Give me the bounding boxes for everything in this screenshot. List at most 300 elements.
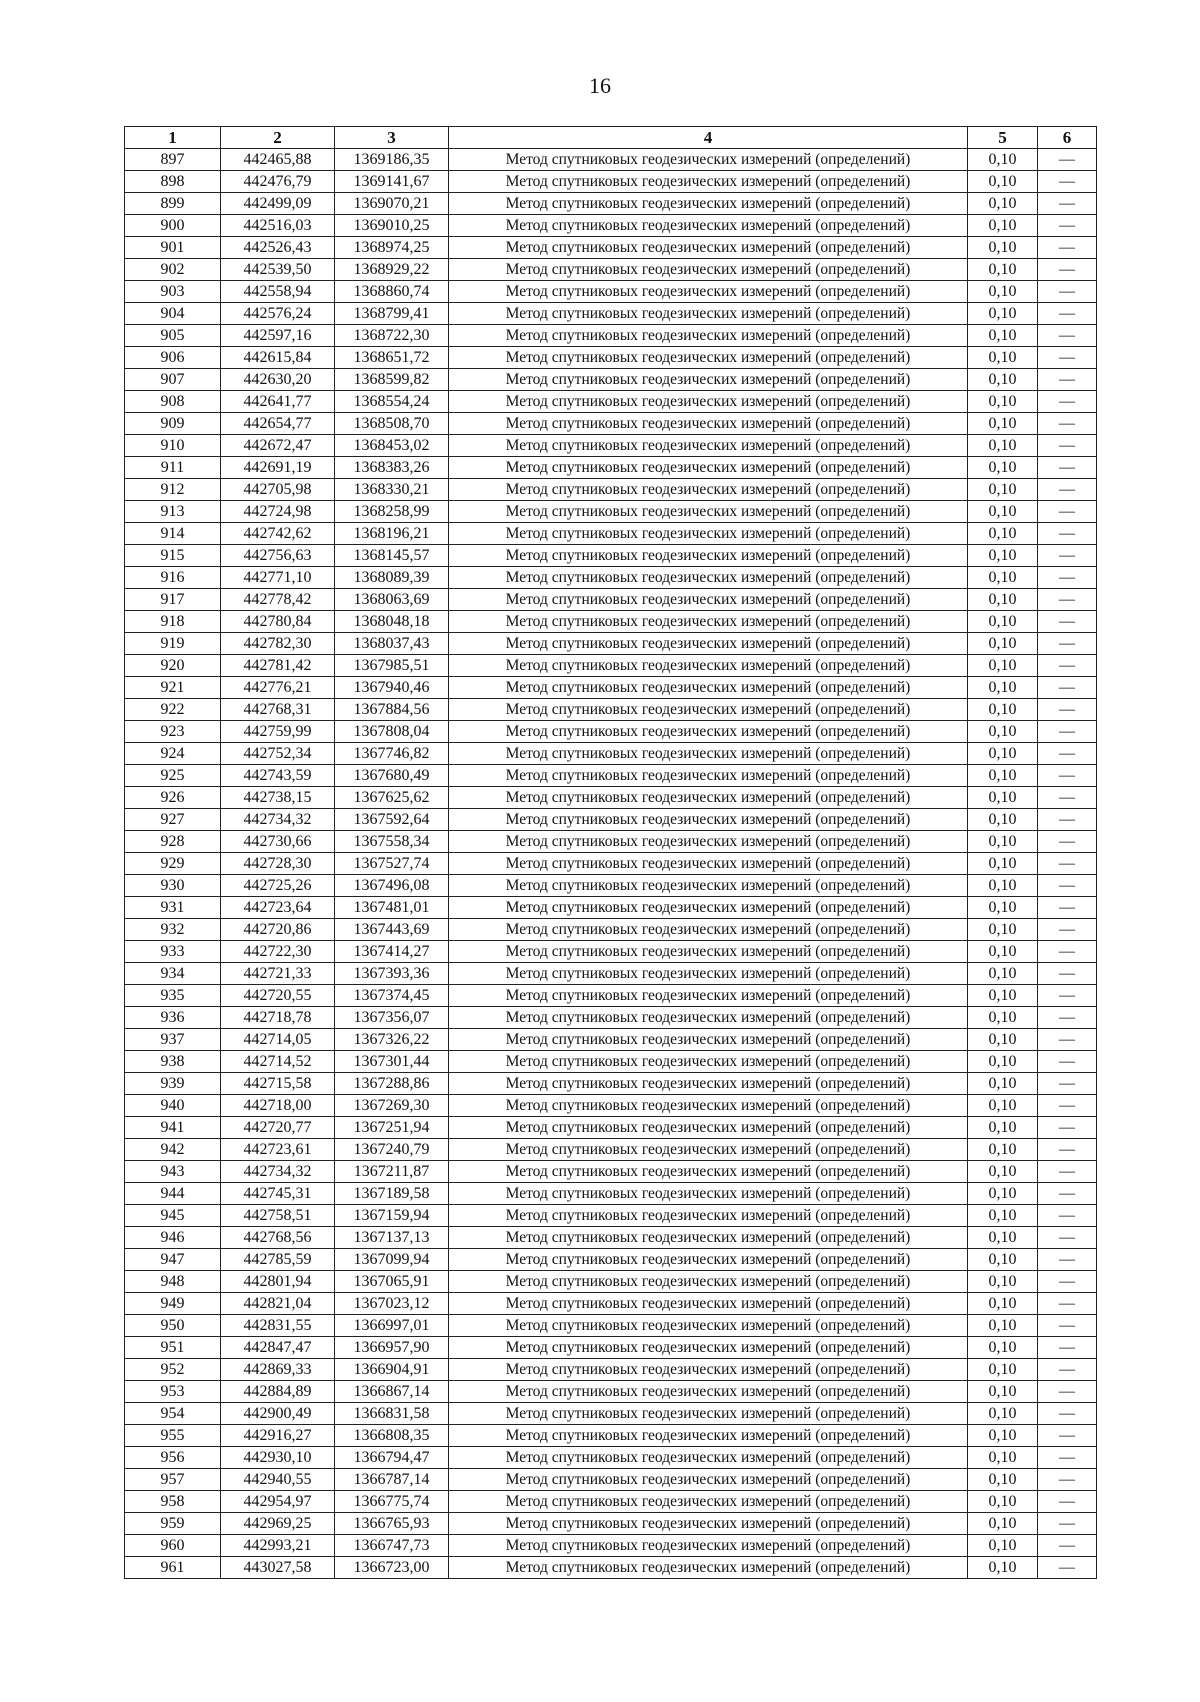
notes-cell: — xyxy=(1038,875,1097,897)
method-cell: Метод спутниковых геодезических измерений (определений) xyxy=(449,1271,968,1293)
method-cell: Метод спутниковых геодезических измерений (определений) xyxy=(449,281,968,303)
x-coordinate-cell: 442539,50 xyxy=(221,259,335,281)
table-row xyxy=(125,611,1097,633)
precision-cell: 0,10 xyxy=(968,1095,1038,1117)
y-coordinate-cell: 1369010,25 xyxy=(335,215,449,237)
precision-cell: 0,10 xyxy=(968,1447,1038,1469)
table-row xyxy=(125,765,1097,787)
method-cell: Метод спутниковых геодезических измерений (определений) xyxy=(449,853,968,875)
point-number-cell: 948 xyxy=(125,1271,221,1293)
y-coordinate-cell: 1367746,82 xyxy=(335,743,449,765)
y-coordinate-cell: 1367374,45 xyxy=(335,985,449,1007)
point-number-cell: 919 xyxy=(125,633,221,655)
table-row xyxy=(125,1337,1097,1359)
x-coordinate-cell: 442558,94 xyxy=(221,281,335,303)
y-coordinate-cell: 1367240,79 xyxy=(335,1139,449,1161)
y-coordinate-cell: 1367159,94 xyxy=(335,1205,449,1227)
x-coordinate-cell: 442752,34 xyxy=(221,743,335,765)
precision-cell: 0,10 xyxy=(968,1161,1038,1183)
y-coordinate-cell: 1368145,57 xyxy=(335,545,449,567)
notes-cell: — xyxy=(1038,1535,1097,1557)
y-coordinate-cell: 1366765,93 xyxy=(335,1513,449,1535)
y-coordinate-cell: 1369186,35 xyxy=(335,149,449,171)
precision-cell: 0,10 xyxy=(968,1293,1038,1315)
x-coordinate-cell: 442900,49 xyxy=(221,1403,335,1425)
table-row xyxy=(125,941,1097,963)
notes-cell: — xyxy=(1038,435,1097,457)
notes-cell: — xyxy=(1038,149,1097,171)
notes-cell: — xyxy=(1038,765,1097,787)
table-row xyxy=(125,1271,1097,1293)
y-coordinate-cell: 1368974,25 xyxy=(335,237,449,259)
method-cell: Метод спутниковых геодезических измерений (определений) xyxy=(449,347,968,369)
method-cell: Метод спутниковых геодезических измерений (определений) xyxy=(449,699,968,721)
y-coordinate-cell: 1367985,51 xyxy=(335,655,449,677)
method-cell: Метод спутниковых геодезических измерений (определений) xyxy=(449,391,968,413)
table-row xyxy=(125,347,1097,369)
table-row xyxy=(125,1381,1097,1403)
precision-cell: 0,10 xyxy=(968,545,1038,567)
x-coordinate-cell: 442916,27 xyxy=(221,1425,335,1447)
y-coordinate-cell: 1367443,69 xyxy=(335,919,449,941)
method-cell: Метод спутниковых геодезических измерений (определений) xyxy=(449,963,968,985)
method-cell: Метод спутниковых геодезических измерений (определений) xyxy=(449,1447,968,1469)
x-coordinate-cell: 442721,33 xyxy=(221,963,335,985)
table-row xyxy=(125,1447,1097,1469)
precision-cell: 0,10 xyxy=(968,1315,1038,1337)
method-cell: Метод спутниковых геодезических измерений (определений) xyxy=(449,1337,968,1359)
y-coordinate-cell: 1366867,14 xyxy=(335,1381,449,1403)
method-cell: Метод спутниковых геодезических измерений (определений) xyxy=(449,193,968,215)
point-number-cell: 898 xyxy=(125,171,221,193)
method-cell: Метод спутниковых геодезических измерений (определений) xyxy=(449,523,968,545)
point-number-cell: 913 xyxy=(125,501,221,523)
point-number-cell: 960 xyxy=(125,1535,221,1557)
precision-cell: 0,10 xyxy=(968,1227,1038,1249)
table-row xyxy=(125,743,1097,765)
notes-cell: — xyxy=(1038,655,1097,677)
precision-cell: 0,10 xyxy=(968,1249,1038,1271)
point-number-cell: 904 xyxy=(125,303,221,325)
precision-cell: 0,10 xyxy=(968,347,1038,369)
point-number-cell: 954 xyxy=(125,1403,221,1425)
table-row xyxy=(125,1227,1097,1249)
y-coordinate-cell: 1368063,69 xyxy=(335,589,449,611)
table-row xyxy=(125,1205,1097,1227)
notes-cell: — xyxy=(1038,171,1097,193)
precision-cell: 0,10 xyxy=(968,1513,1038,1535)
precision-cell: 0,10 xyxy=(968,281,1038,303)
point-number-cell: 933 xyxy=(125,941,221,963)
y-coordinate-cell: 1368258,99 xyxy=(335,501,449,523)
precision-cell: 0,10 xyxy=(968,501,1038,523)
point-number-cell: 952 xyxy=(125,1359,221,1381)
table-row xyxy=(125,1073,1097,1095)
header-col-5: 5 xyxy=(968,127,1038,149)
table-row xyxy=(125,831,1097,853)
point-number-cell: 906 xyxy=(125,347,221,369)
precision-cell: 0,10 xyxy=(968,215,1038,237)
notes-cell: — xyxy=(1038,897,1097,919)
notes-cell: — xyxy=(1038,1337,1097,1359)
x-coordinate-cell: 442720,77 xyxy=(221,1117,335,1139)
table-body xyxy=(125,149,1097,1579)
table-row xyxy=(125,1513,1097,1535)
x-coordinate-cell: 442723,64 xyxy=(221,897,335,919)
y-coordinate-cell: 1369141,67 xyxy=(335,171,449,193)
precision-cell: 0,10 xyxy=(968,1491,1038,1513)
notes-cell: — xyxy=(1038,1161,1097,1183)
table-row xyxy=(125,1359,1097,1381)
y-coordinate-cell: 1367592,64 xyxy=(335,809,449,831)
method-cell: Метод спутниковых геодезических измерений (определений) xyxy=(449,435,968,457)
x-coordinate-cell: 442705,98 xyxy=(221,479,335,501)
table-row xyxy=(125,567,1097,589)
point-number-cell: 959 xyxy=(125,1513,221,1535)
x-coordinate-cell: 442969,25 xyxy=(221,1513,335,1535)
method-cell: Метод спутниковых геодезических измерений (определений) xyxy=(449,1403,968,1425)
x-coordinate-cell: 442730,66 xyxy=(221,831,335,853)
notes-cell: — xyxy=(1038,1051,1097,1073)
y-coordinate-cell: 1368599,82 xyxy=(335,369,449,391)
notes-cell: — xyxy=(1038,1293,1097,1315)
table-row xyxy=(125,1161,1097,1183)
method-cell: Метод спутниковых геодезических измерений (определений) xyxy=(449,611,968,633)
y-coordinate-cell: 1368037,43 xyxy=(335,633,449,655)
table-row xyxy=(125,1051,1097,1073)
y-coordinate-cell: 1366997,01 xyxy=(335,1315,449,1337)
point-number-cell: 934 xyxy=(125,963,221,985)
point-number-cell: 947 xyxy=(125,1249,221,1271)
point-number-cell: 939 xyxy=(125,1073,221,1095)
table-row xyxy=(125,457,1097,479)
y-coordinate-cell: 1366723,00 xyxy=(335,1557,449,1579)
table-row xyxy=(125,501,1097,523)
y-coordinate-cell: 1369070,21 xyxy=(335,193,449,215)
notes-cell: — xyxy=(1038,941,1097,963)
table-row xyxy=(125,1117,1097,1139)
precision-cell: 0,10 xyxy=(968,1425,1038,1447)
table-row xyxy=(125,897,1097,919)
point-number-cell: 920 xyxy=(125,655,221,677)
y-coordinate-cell: 1367808,04 xyxy=(335,721,449,743)
notes-cell: — xyxy=(1038,567,1097,589)
method-cell: Метод спутниковых геодезических измерений (определений) xyxy=(449,1095,968,1117)
header-col-6: 6 xyxy=(1038,127,1097,149)
y-coordinate-cell: 1366808,35 xyxy=(335,1425,449,1447)
x-coordinate-cell: 442768,56 xyxy=(221,1227,335,1249)
coordinates-table xyxy=(124,126,1097,1579)
x-coordinate-cell: 442781,42 xyxy=(221,655,335,677)
point-number-cell: 924 xyxy=(125,743,221,765)
table-row xyxy=(125,853,1097,875)
notes-cell: — xyxy=(1038,1381,1097,1403)
point-number-cell: 923 xyxy=(125,721,221,743)
precision-cell: 0,10 xyxy=(968,589,1038,611)
precision-cell: 0,10 xyxy=(968,1359,1038,1381)
notes-cell: — xyxy=(1038,1359,1097,1381)
table-row xyxy=(125,281,1097,303)
y-coordinate-cell: 1367023,12 xyxy=(335,1293,449,1315)
y-coordinate-cell: 1368383,26 xyxy=(335,457,449,479)
header-col-3: 3 xyxy=(335,127,449,149)
y-coordinate-cell: 1366904,91 xyxy=(335,1359,449,1381)
x-coordinate-cell: 442715,58 xyxy=(221,1073,335,1095)
notes-cell: — xyxy=(1038,721,1097,743)
x-coordinate-cell: 442720,55 xyxy=(221,985,335,1007)
x-coordinate-cell: 442714,05 xyxy=(221,1029,335,1051)
precision-cell: 0,10 xyxy=(968,699,1038,721)
table-row xyxy=(125,633,1097,655)
y-coordinate-cell: 1366957,90 xyxy=(335,1337,449,1359)
point-number-cell: 935 xyxy=(125,985,221,1007)
precision-cell: 0,10 xyxy=(968,171,1038,193)
y-coordinate-cell: 1368508,70 xyxy=(335,413,449,435)
y-coordinate-cell: 1368196,21 xyxy=(335,523,449,545)
precision-cell: 0,10 xyxy=(968,1029,1038,1051)
precision-cell: 0,10 xyxy=(968,1117,1038,1139)
y-coordinate-cell: 1366831,58 xyxy=(335,1403,449,1425)
table-row xyxy=(125,545,1097,567)
point-number-cell: 953 xyxy=(125,1381,221,1403)
y-coordinate-cell: 1368651,72 xyxy=(335,347,449,369)
notes-cell: — xyxy=(1038,325,1097,347)
precision-cell: 0,10 xyxy=(968,479,1038,501)
page-number: 16 xyxy=(589,73,611,98)
method-cell: Метод спутниковых геодезических измерений (определений) xyxy=(449,1183,968,1205)
method-cell: Метод спутниковых геодезических измерений (определений) xyxy=(449,1073,968,1095)
precision-cell: 0,10 xyxy=(968,259,1038,281)
method-cell: Метод спутниковых геодезических измерений (определений) xyxy=(449,655,968,677)
table-row xyxy=(125,1095,1097,1117)
table-row xyxy=(125,1249,1097,1271)
method-cell: Метод спутниковых геодезических измерений (определений) xyxy=(449,325,968,347)
point-number-cell: 936 xyxy=(125,1007,221,1029)
notes-cell: — xyxy=(1038,831,1097,853)
point-number-cell: 957 xyxy=(125,1469,221,1491)
precision-cell: 0,10 xyxy=(968,1051,1038,1073)
point-number-cell: 961 xyxy=(125,1557,221,1579)
method-cell: Метод спутниковых геодезических измерений (определений) xyxy=(449,1205,968,1227)
notes-cell: — xyxy=(1038,699,1097,721)
table-row xyxy=(125,369,1097,391)
method-cell: Метод спутниковых геодезических измерений (определений) xyxy=(449,1315,968,1337)
notes-cell: — xyxy=(1038,1425,1097,1447)
method-cell: Метод спутниковых геодезических измерений (определений) xyxy=(449,1469,968,1491)
notes-cell: — xyxy=(1038,1227,1097,1249)
point-number-cell: 916 xyxy=(125,567,221,589)
notes-cell: — xyxy=(1038,853,1097,875)
x-coordinate-cell: 442641,77 xyxy=(221,391,335,413)
precision-cell: 0,10 xyxy=(968,1139,1038,1161)
point-number-cell: 958 xyxy=(125,1491,221,1513)
table-row xyxy=(125,303,1097,325)
notes-cell: — xyxy=(1038,1183,1097,1205)
precision-cell: 0,10 xyxy=(968,457,1038,479)
x-coordinate-cell: 442954,97 xyxy=(221,1491,335,1513)
precision-cell: 0,10 xyxy=(968,1007,1038,1029)
method-cell: Метод спутниковых геодезических измерений (определений) xyxy=(449,567,968,589)
x-coordinate-cell: 442756,63 xyxy=(221,545,335,567)
table-row xyxy=(125,479,1097,501)
y-coordinate-cell: 1368929,22 xyxy=(335,259,449,281)
table-row xyxy=(125,1029,1097,1051)
x-coordinate-cell: 442869,33 xyxy=(221,1359,335,1381)
x-coordinate-cell: 442615,84 xyxy=(221,347,335,369)
method-cell: Метод спутниковых геодезических измерений (определений) xyxy=(449,743,968,765)
x-coordinate-cell: 442654,77 xyxy=(221,413,335,435)
point-number-cell: 950 xyxy=(125,1315,221,1337)
y-coordinate-cell: 1367527,74 xyxy=(335,853,449,875)
x-coordinate-cell: 442465,88 xyxy=(221,149,335,171)
point-number-cell: 932 xyxy=(125,919,221,941)
point-number-cell: 927 xyxy=(125,809,221,831)
point-number-cell: 921 xyxy=(125,677,221,699)
header-col-2: 2 xyxy=(221,127,335,149)
table-row xyxy=(125,963,1097,985)
precision-cell: 0,10 xyxy=(968,853,1038,875)
x-coordinate-cell: 442743,59 xyxy=(221,765,335,787)
table-row xyxy=(125,325,1097,347)
y-coordinate-cell: 1367884,56 xyxy=(335,699,449,721)
method-cell: Метод спутниковых геодезических измерений (определений) xyxy=(449,787,968,809)
notes-cell: — xyxy=(1038,589,1097,611)
notes-cell: — xyxy=(1038,1271,1097,1293)
table-row xyxy=(125,1403,1097,1425)
y-coordinate-cell: 1367211,87 xyxy=(335,1161,449,1183)
notes-cell: — xyxy=(1038,215,1097,237)
x-coordinate-cell: 442526,43 xyxy=(221,237,335,259)
point-number-cell: 930 xyxy=(125,875,221,897)
method-cell: Метод спутниковых геодезических измерений (определений) xyxy=(449,1535,968,1557)
precision-cell: 0,10 xyxy=(968,765,1038,787)
point-number-cell: 956 xyxy=(125,1447,221,1469)
precision-cell: 0,10 xyxy=(968,721,1038,743)
x-coordinate-cell: 442759,99 xyxy=(221,721,335,743)
x-coordinate-cell: 442738,15 xyxy=(221,787,335,809)
notes-cell: — xyxy=(1038,347,1097,369)
precision-cell: 0,10 xyxy=(968,325,1038,347)
x-coordinate-cell: 442576,24 xyxy=(221,303,335,325)
precision-cell: 0,10 xyxy=(968,677,1038,699)
x-coordinate-cell: 443027,58 xyxy=(221,1557,335,1579)
notes-cell: — xyxy=(1038,1557,1097,1579)
x-coordinate-cell: 442499,09 xyxy=(221,193,335,215)
notes-cell: — xyxy=(1038,1007,1097,1029)
precision-cell: 0,10 xyxy=(968,655,1038,677)
x-coordinate-cell: 442516,03 xyxy=(221,215,335,237)
point-number-cell: 925 xyxy=(125,765,221,787)
y-coordinate-cell: 1367137,13 xyxy=(335,1227,449,1249)
table-row xyxy=(125,1315,1097,1337)
table-row xyxy=(125,677,1097,699)
x-coordinate-cell: 442771,10 xyxy=(221,567,335,589)
table-row xyxy=(125,237,1097,259)
x-coordinate-cell: 442734,32 xyxy=(221,809,335,831)
x-coordinate-cell: 442722,30 xyxy=(221,941,335,963)
precision-cell: 0,10 xyxy=(968,941,1038,963)
y-coordinate-cell: 1367680,49 xyxy=(335,765,449,787)
method-cell: Метод спутниковых геодезических измерений (определений) xyxy=(449,413,968,435)
y-coordinate-cell: 1367414,27 xyxy=(335,941,449,963)
method-cell: Метод спутниковых геодезических измерений (определений) xyxy=(449,1491,968,1513)
method-cell: Метод спутниковых геодезических измерений (определений) xyxy=(449,1161,968,1183)
x-coordinate-cell: 442993,21 xyxy=(221,1535,335,1557)
x-coordinate-cell: 442718,00 xyxy=(221,1095,335,1117)
x-coordinate-cell: 442725,26 xyxy=(221,875,335,897)
point-number-cell: 946 xyxy=(125,1227,221,1249)
table-row xyxy=(125,589,1097,611)
precision-cell: 0,10 xyxy=(968,611,1038,633)
notes-cell: — xyxy=(1038,985,1097,1007)
notes-cell: — xyxy=(1038,1095,1097,1117)
notes-cell: — xyxy=(1038,1469,1097,1491)
method-cell: Метод спутниковых геодезических измерений (определений) xyxy=(449,875,968,897)
y-coordinate-cell: 1368048,18 xyxy=(335,611,449,633)
notes-cell: — xyxy=(1038,963,1097,985)
precision-cell: 0,10 xyxy=(968,149,1038,171)
x-coordinate-cell: 442672,47 xyxy=(221,435,335,457)
point-number-cell: 918 xyxy=(125,611,221,633)
point-number-cell: 940 xyxy=(125,1095,221,1117)
method-cell: Метод спутниковых геодезических измерений (определений) xyxy=(449,1117,968,1139)
notes-cell: — xyxy=(1038,1029,1097,1051)
x-coordinate-cell: 442930,10 xyxy=(221,1447,335,1469)
method-cell: Метод спутниковых геодезических измерений (определений) xyxy=(449,457,968,479)
point-number-cell: 914 xyxy=(125,523,221,545)
point-number-cell: 901 xyxy=(125,237,221,259)
notes-cell: — xyxy=(1038,1139,1097,1161)
point-number-cell: 928 xyxy=(125,831,221,853)
method-cell: Метод спутниковых геодезических измерений (определений) xyxy=(449,1425,968,1447)
precision-cell: 0,10 xyxy=(968,567,1038,589)
point-number-cell: 926 xyxy=(125,787,221,809)
precision-cell: 0,10 xyxy=(968,985,1038,1007)
notes-cell: — xyxy=(1038,193,1097,215)
method-cell: Метод спутниковых геодезических измерений (определений) xyxy=(449,1359,968,1381)
table-row xyxy=(125,1183,1097,1205)
point-number-cell: 897 xyxy=(125,149,221,171)
point-number-cell: 910 xyxy=(125,435,221,457)
notes-cell: — xyxy=(1038,1491,1097,1513)
x-coordinate-cell: 442734,32 xyxy=(221,1161,335,1183)
notes-cell: — xyxy=(1038,787,1097,809)
notes-cell: — xyxy=(1038,1117,1097,1139)
precision-cell: 0,10 xyxy=(968,1183,1038,1205)
method-cell: Метод спутниковых геодезических измерений (определений) xyxy=(449,1293,968,1315)
method-cell: Метод спутниковых геодезических измерений (определений) xyxy=(449,303,968,325)
point-number-cell: 908 xyxy=(125,391,221,413)
method-cell: Метод спутниковых геодезических измерений (определений) xyxy=(449,1249,968,1271)
x-coordinate-cell: 442884,89 xyxy=(221,1381,335,1403)
table-row xyxy=(125,215,1097,237)
notes-cell: — xyxy=(1038,1447,1097,1469)
precision-cell: 0,10 xyxy=(968,787,1038,809)
x-coordinate-cell: 442768,31 xyxy=(221,699,335,721)
y-coordinate-cell: 1368330,21 xyxy=(335,479,449,501)
y-coordinate-cell: 1367481,01 xyxy=(335,897,449,919)
x-coordinate-cell: 442723,61 xyxy=(221,1139,335,1161)
x-coordinate-cell: 442780,84 xyxy=(221,611,335,633)
y-coordinate-cell: 1367940,46 xyxy=(335,677,449,699)
x-coordinate-cell: 442778,42 xyxy=(221,589,335,611)
precision-cell: 0,10 xyxy=(968,809,1038,831)
x-coordinate-cell: 442728,30 xyxy=(221,853,335,875)
method-cell: Метод спутниковых геодезических измерений (определений) xyxy=(449,1381,968,1403)
point-number-cell: 912 xyxy=(125,479,221,501)
method-cell: Метод спутниковых геодезических измерений (определений) xyxy=(449,545,968,567)
table-row xyxy=(125,1491,1097,1513)
